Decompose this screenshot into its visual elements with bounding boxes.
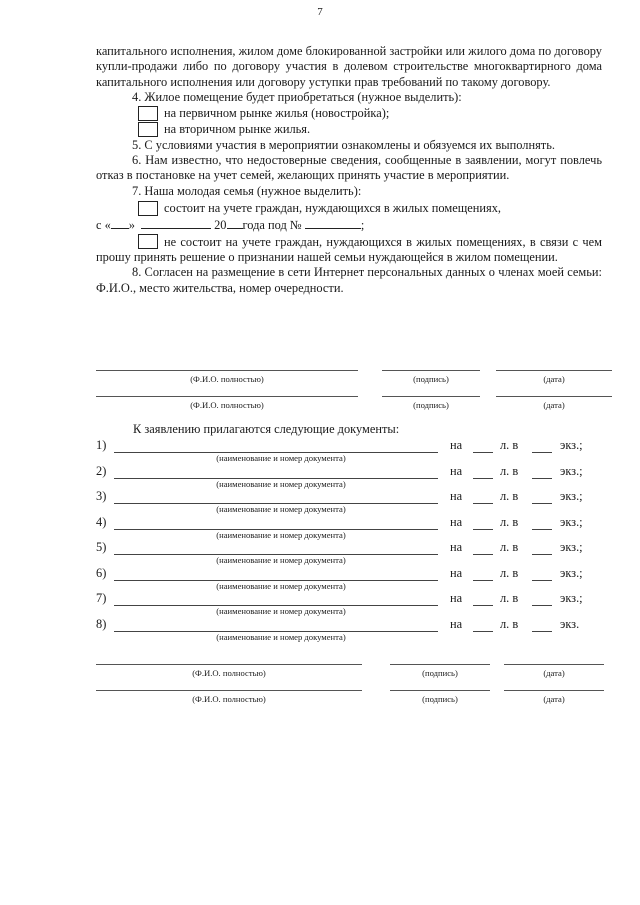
date-line[interactable]	[504, 690, 604, 691]
document-number: 1)	[96, 438, 107, 452]
copies-count-field[interactable]	[532, 631, 552, 632]
copies-count-field[interactable]	[532, 605, 552, 606]
copies-count-field[interactable]	[532, 452, 552, 453]
copies-label: экз.;	[560, 489, 583, 503]
checkbox-registered[interactable]	[138, 201, 158, 216]
sheets-label: л. в	[500, 514, 519, 529]
document-number: 5)	[96, 540, 107, 554]
document-number: 3)	[96, 489, 107, 503]
document-name-caption: (наименование и номер документа)	[216, 580, 346, 591]
document-name-caption: (наименование и номер документа)	[216, 606, 346, 616]
on-label: на	[450, 565, 463, 580]
copies-count-field[interactable]	[532, 503, 552, 504]
signature-line[interactable]	[390, 664, 490, 665]
date-caption: (дата)	[543, 374, 565, 384]
document-number: 4)	[96, 514, 107, 529]
document-name-caption: (наименование и номер документа)	[216, 504, 346, 514]
document-number: 7)	[96, 591, 107, 605]
item-5-text: 5. С условиями участия в мероприятии ознакомлены и обязуемся их выполнять.	[132, 137, 555, 152]
option-label: на первичном рынке жилья (новостройка);	[164, 105, 390, 120]
fio-line[interactable]	[96, 370, 358, 371]
item-4-text: 4. Жилое помещение будет приобретаться (нужное выделить):	[132, 90, 462, 105]
copies-label: экз.;	[560, 540, 583, 554]
documents-title: К заявлению прилагаются следующие документы:	[133, 422, 400, 436]
date-caption: (дата)	[543, 400, 565, 410]
signature-caption: (подпись)	[422, 668, 458, 678]
signature-caption: (подпись)	[413, 374, 449, 384]
option-label: не состоит на учете граждан, нуждающихся в жилых помещениях, в связи с чем прошу принять решение о признании нашей семьи нуждающейся в жилом помещении.	[96, 234, 602, 265]
document-name-caption: (наименование и номер документа)	[216, 478, 346, 489]
on-label: на	[450, 463, 463, 478]
intro-paragraph: капитального исполнения, жилом доме блокированной застройки или жилого дома по договору купли-продажи либо по договору участия в долевом строительстве многоквартирного дома капитального исполнения или договору уступки прав требований по такому договору.	[96, 44, 602, 89]
fio-line[interactable]	[96, 396, 358, 397]
item-7-text: 7. Наша молодая семья (нужное выделить):	[132, 183, 362, 198]
document-name-caption: (наименование и номер документа)	[216, 453, 346, 463]
copies-count-field[interactable]	[532, 529, 552, 530]
option-label: на вторичном рынке жилья.	[164, 121, 311, 136]
sheets-count-field[interactable]	[473, 478, 493, 479]
copies-label: экз.	[560, 616, 580, 631]
item-4-option-primary[interactable]	[138, 106, 602, 122]
document-name-caption: (наименование и номер документа)	[216, 529, 346, 540]
copies-label: экз.;	[560, 591, 583, 605]
fio-caption: (Ф.И.О. полностью)	[190, 374, 264, 384]
item-7-option-registered[interactable]	[138, 199, 602, 217]
item-6-text: 6. Нам известно, что недостоверные сведения, сообщенные в заявлении, могут повлечь отказ в постановке на учет семей, желающих принять участие в мероприятии.	[96, 153, 602, 183]
checkbox-secondary-market[interactable]	[138, 122, 158, 137]
item-7-option-not-registered[interactable]	[96, 234, 602, 266]
page-number: 7	[317, 6, 323, 18]
date-caption: (дата)	[543, 668, 565, 678]
sheets-count-field[interactable]	[473, 631, 493, 632]
signature-line[interactable]	[390, 690, 490, 691]
on-label: на	[450, 514, 463, 529]
registration-number-blank[interactable]	[305, 217, 361, 229]
document-number: 2)	[96, 463, 107, 478]
signature-caption: (подпись)	[422, 694, 458, 704]
option-label: состоит на учете граждан, нуждающихся в жилых помещениях,	[164, 200, 501, 215]
registration-date-line: с « » 20 года под № ;	[96, 218, 365, 233]
document-number: 6)	[96, 565, 107, 580]
on-label: на	[450, 616, 463, 631]
sheets-count-field[interactable]	[473, 580, 493, 581]
year-blank[interactable]	[227, 217, 243, 229]
sheets-label: л. в	[500, 438, 519, 452]
fio-caption: (Ф.И.О. полностью)	[190, 400, 264, 410]
copies-count-field[interactable]	[532, 554, 552, 555]
sheets-count-field[interactable]	[473, 529, 493, 530]
document-row	[96, 591, 616, 617]
copies-label: экз.;	[560, 463, 583, 478]
sheets-label: л. в	[500, 616, 519, 631]
document-name-caption: (наименование и номер документа)	[216, 631, 346, 642]
document-name-caption: (наименование и номер документа)	[216, 555, 346, 565]
checkbox-primary-market[interactable]	[138, 106, 158, 121]
signature-caption: (подпись)	[413, 400, 449, 410]
sheets-label: л. в	[500, 565, 519, 580]
document-row	[96, 617, 616, 643]
on-label: на	[450, 489, 463, 503]
document-row	[96, 489, 616, 515]
document-row	[96, 515, 616, 541]
fio-line[interactable]	[96, 664, 362, 665]
document-row	[96, 438, 616, 464]
item-4-option-secondary[interactable]	[138, 122, 602, 138]
date-line[interactable]	[496, 396, 612, 397]
date-line[interactable]	[504, 664, 604, 665]
document-row	[96, 540, 616, 566]
date-caption: (дата)	[543, 694, 565, 704]
on-label: на	[450, 591, 463, 605]
copies-label: экз.;	[560, 438, 583, 452]
fio-caption: (Ф.И.О. полностью)	[192, 668, 266, 678]
document-row	[96, 566, 616, 592]
document-row	[96, 464, 616, 490]
sheets-label: л. в	[500, 463, 519, 478]
on-label: на	[450, 438, 463, 452]
date-line[interactable]	[496, 370, 612, 371]
sheets-count-field[interactable]	[473, 605, 493, 606]
document-number: 8)	[96, 616, 107, 631]
fio-caption: (Ф.И.О. полностью)	[192, 694, 266, 704]
sheets-count-field[interactable]	[473, 452, 493, 453]
signature-line[interactable]	[382, 396, 480, 397]
item-8-text: 8. Согласен на размещение в сети Интернет персональных данных о членах моей семьи: Ф.И.О., место жительства, номер очередности.	[96, 265, 602, 295]
copies-count-field[interactable]	[532, 478, 552, 479]
month-blank[interactable]	[141, 217, 211, 229]
sheets-label: л. в	[500, 489, 519, 503]
application-body	[96, 44, 602, 296]
copies-label: экз.;	[560, 565, 583, 580]
day-blank[interactable]	[111, 217, 129, 229]
checkbox-not-registered[interactable]	[138, 234, 158, 249]
sheets-count-field[interactable]	[473, 554, 493, 555]
sheets-count-field[interactable]	[473, 503, 493, 504]
copies-count-field[interactable]	[532, 580, 552, 581]
sheets-label: л. в	[500, 540, 519, 554]
sheets-label: л. в	[500, 591, 519, 605]
fio-line[interactable]	[96, 690, 362, 691]
on-label: на	[450, 540, 463, 554]
signature-line[interactable]	[382, 370, 480, 371]
copies-label: экз.;	[560, 514, 583, 529]
